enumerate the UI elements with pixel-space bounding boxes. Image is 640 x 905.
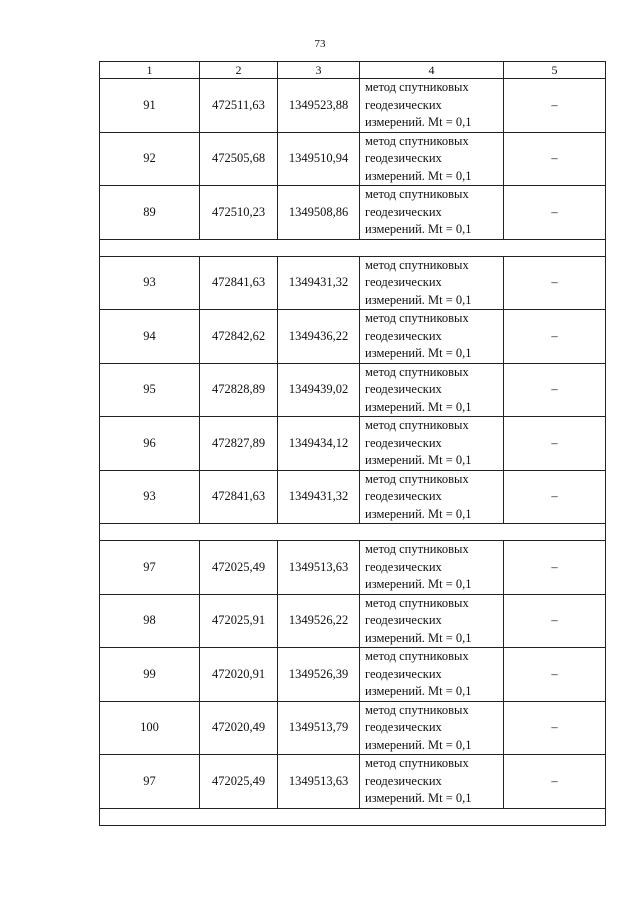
method-line: метод спутниковых	[365, 418, 469, 432]
method-line: метод спутниковых	[365, 649, 469, 663]
method-line: геодезических	[365, 773, 442, 788]
dash-cell: –	[504, 541, 606, 595]
method-line: измерений. Mt = 0,1	[365, 292, 472, 307]
method-line: геодезических	[365, 204, 442, 219]
point-number-cell: 97	[100, 755, 200, 809]
page-number: 73	[314, 38, 326, 50]
y-coordinate-cell: 1349523,88	[278, 79, 360, 133]
dash-cell: –	[504, 363, 606, 417]
method-line: измерений. Mt = 0,1	[365, 630, 472, 645]
y-coordinate-cell: 1349436,22	[278, 310, 360, 364]
header-cell: 3	[278, 62, 360, 79]
method-cell	[360, 594, 504, 648]
x-coordinate-cell: 472827,89	[200, 417, 278, 471]
method-line: метод спутниковых	[365, 364, 469, 379]
x-coordinate-cell: 472842,62	[200, 310, 278, 364]
method-line: измерений. Mt = 0,1	[365, 577, 472, 591]
method-cell	[360, 256, 504, 310]
method-cell	[360, 310, 504, 364]
dash-cell: –	[504, 256, 606, 310]
method-line: метод спутниковых	[365, 471, 469, 486]
x-coordinate-cell: 472020,91	[200, 648, 278, 702]
separator-row	[100, 524, 606, 541]
header-cell: 1	[100, 62, 200, 79]
method-line: метод спутниковых	[365, 595, 469, 610]
y-coordinate-cell: 1349508,86	[278, 186, 360, 240]
x-coordinate-cell: 472020,49	[200, 701, 278, 755]
dash-cell: –	[504, 310, 606, 364]
point-number-cell: 89	[100, 186, 200, 240]
y-coordinate-cell: 1349513,79	[278, 701, 360, 755]
y-coordinate-cell: 1349434,12	[278, 417, 360, 471]
table-row	[100, 132, 606, 186]
header-row	[100, 62, 606, 79]
point-number-cell: 97	[100, 541, 200, 595]
method-line: метод спутниковых	[365, 257, 469, 272]
method-cell	[360, 79, 504, 133]
method-line: геодезических	[365, 97, 442, 112]
y-coordinate-cell: 1349431,32	[278, 256, 360, 310]
dash-cell: –	[504, 186, 606, 240]
x-coordinate-cell: 472511,63	[200, 79, 278, 133]
table-row	[100, 417, 606, 471]
table-row	[100, 186, 606, 240]
y-coordinate-cell: 1349510,94	[278, 132, 360, 186]
method-line: геодезических	[365, 151, 442, 165]
x-coordinate-cell: 472505,68	[200, 132, 278, 186]
dash-cell: –	[504, 470, 606, 524]
method-line: метод спутниковых	[365, 702, 469, 717]
method-line: измерений. Mt = 0,1	[365, 222, 472, 236]
method-cell	[360, 648, 504, 702]
x-coordinate-cell: 472025,49	[200, 755, 278, 809]
method-line: геодезических	[365, 328, 442, 343]
y-coordinate-cell: 1349513,63	[278, 541, 360, 595]
method-line: измерений. Mt = 0,1	[365, 115, 472, 129]
method-line: метод спутниковых	[365, 756, 469, 770]
method-cell	[360, 417, 504, 471]
separator-cell	[100, 524, 606, 541]
method-line: геодезических	[365, 720, 442, 734]
method-line: метод спутниковых	[365, 80, 469, 94]
dash-cell: –	[504, 417, 606, 471]
table-row	[100, 701, 606, 755]
point-number-cell: 91	[100, 79, 200, 133]
table-row	[100, 541, 606, 595]
method-line: измерений. Mt = 0,1	[365, 791, 472, 805]
header-cell: 5	[504, 62, 606, 79]
method-cell	[360, 541, 504, 595]
y-coordinate-cell: 1349439,02	[278, 363, 360, 417]
dash-cell: –	[504, 79, 606, 133]
method-cell	[360, 363, 504, 417]
method-line: метод спутниковых	[365, 133, 469, 148]
x-coordinate-cell: 472025,91	[200, 594, 278, 648]
method-line: измерений. Mt = 0,1	[365, 684, 472, 698]
dash-cell: –	[504, 594, 606, 648]
y-coordinate-cell: 1349513,63	[278, 755, 360, 809]
method-line: измерений. Mt = 0,1	[365, 346, 472, 360]
method-line: геодезических	[365, 559, 442, 574]
point-number-cell: 96	[100, 417, 200, 471]
method-line: геодезических	[365, 489, 442, 503]
dash-cell: –	[504, 132, 606, 186]
method-line: измерений. Mt = 0,1	[365, 168, 472, 183]
separator-row	[100, 239, 606, 256]
table-row	[100, 256, 606, 310]
coordinates-table-body	[100, 62, 606, 826]
y-coordinate-cell: 1349526,22	[278, 594, 360, 648]
table-row	[100, 594, 606, 648]
x-coordinate-cell: 472510,23	[200, 186, 278, 240]
table-row	[100, 648, 606, 702]
method-cell	[360, 755, 504, 809]
separator-cell	[100, 808, 606, 825]
table-row	[100, 310, 606, 364]
method-cell	[360, 132, 504, 186]
method-line: измерений. Mt = 0,1	[365, 399, 472, 414]
coordinates-table	[99, 61, 606, 826]
point-number-cell: 92	[100, 132, 200, 186]
method-line: геодезических	[365, 613, 442, 627]
method-cell	[360, 470, 504, 524]
separator-cell	[100, 239, 606, 256]
method-line: геодезических	[365, 275, 442, 289]
method-line: геодезических	[365, 435, 442, 450]
x-coordinate-cell: 472841,63	[200, 256, 278, 310]
header-cell: 2	[200, 62, 278, 79]
separator-row	[100, 808, 606, 825]
point-number-cell: 99	[100, 648, 200, 702]
dash-cell: –	[504, 701, 606, 755]
table-row	[100, 79, 606, 133]
method-line: измерений. Mt = 0,1	[365, 737, 472, 752]
x-coordinate-cell: 472841,63	[200, 470, 278, 524]
dash-cell: –	[504, 755, 606, 809]
method-line: геодезических	[365, 666, 442, 681]
table-row	[100, 363, 606, 417]
y-coordinate-cell: 1349526,39	[278, 648, 360, 702]
point-number-cell: 100	[100, 701, 200, 755]
y-coordinate-cell: 1349431,32	[278, 470, 360, 524]
method-line: метод спутниковых	[365, 542, 469, 556]
method-line: измерений. Mt = 0,1	[365, 453, 472, 467]
x-coordinate-cell: 472025,49	[200, 541, 278, 595]
point-number-cell: 93	[100, 470, 200, 524]
method-line: геодезических	[365, 382, 442, 396]
point-number-cell: 98	[100, 594, 200, 648]
method-cell	[360, 701, 504, 755]
table-row	[100, 470, 606, 524]
method-cell	[360, 186, 504, 240]
dash-cell: –	[504, 648, 606, 702]
point-number-cell: 93	[100, 256, 200, 310]
point-number-cell: 94	[100, 310, 200, 364]
table-row	[100, 755, 606, 809]
method-line: метод спутниковых	[365, 311, 469, 325]
point-number-cell: 95	[100, 363, 200, 417]
header-cell: 4	[360, 62, 504, 79]
method-line: измерений. Mt = 0,1	[365, 506, 472, 521]
x-coordinate-cell: 472828,89	[200, 363, 278, 417]
method-line: метод спутниковых	[365, 187, 469, 201]
